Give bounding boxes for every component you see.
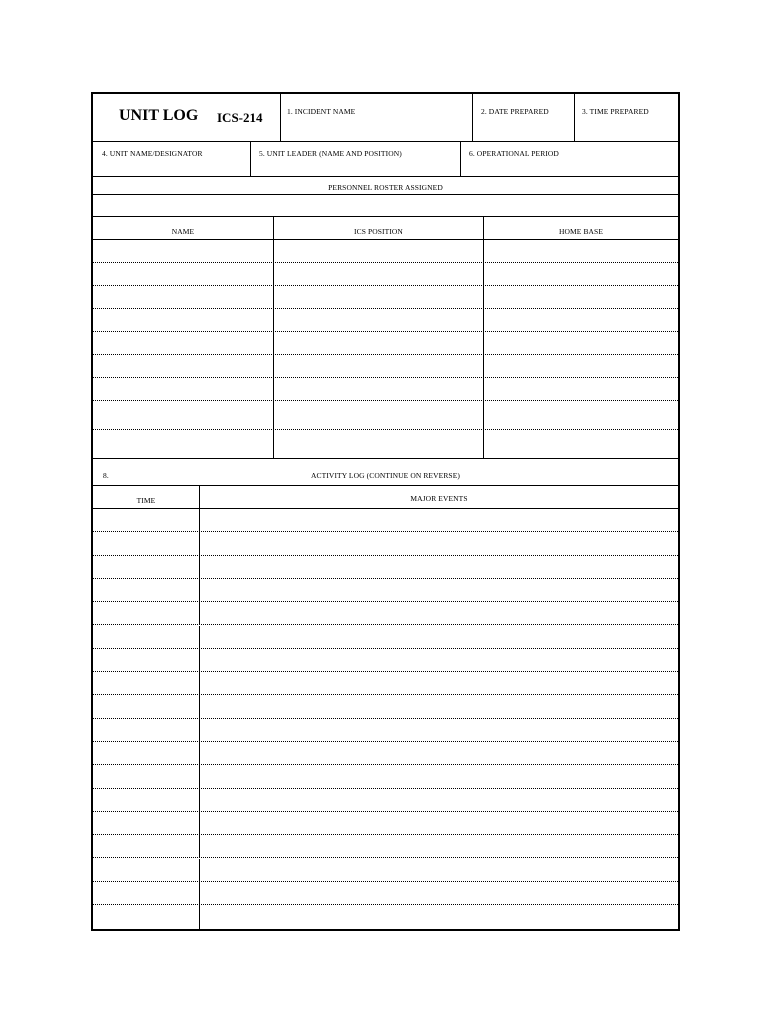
activity-row <box>93 859 678 882</box>
activity-event-input[interactable] <box>200 719 678 741</box>
roster-home-base-input[interactable] <box>484 240 678 262</box>
activity-event-cell <box>199 882 678 904</box>
roster-col-name: NAME <box>171 227 195 236</box>
activity-title-row <box>93 462 678 486</box>
roster-cell <box>483 401 678 429</box>
roster-home-base-input[interactable] <box>484 401 678 429</box>
roster-col-home-base: HOME BASE <box>558 227 604 236</box>
activity-time-input[interactable] <box>93 789 199 811</box>
roster-ics-position-input[interactable] <box>274 309 483 331</box>
time-prepared-label: 3. TIME PREPARED <box>582 107 649 116</box>
activity-event-input[interactable] <box>200 812 678 834</box>
activity-time-cell <box>93 835 199 857</box>
roster-ics-position-input[interactable] <box>274 430 483 458</box>
roster-cell <box>273 309 483 331</box>
activity-event-input[interactable] <box>200 602 678 624</box>
unit-name-input[interactable] <box>93 156 250 176</box>
roster-cell <box>93 401 273 429</box>
activity-row <box>93 835 678 858</box>
activity-time-input[interactable] <box>93 556 199 578</box>
activity-time-input[interactable] <box>93 835 199 857</box>
activity-event-cell <box>199 765 678 787</box>
activity-row <box>93 579 678 602</box>
activity-time-input[interactable] <box>93 649 199 671</box>
activity-event-cell <box>199 719 678 741</box>
activity-time-cell <box>93 812 199 834</box>
roster-name-input[interactable] <box>93 378 273 400</box>
roster-row <box>93 309 678 332</box>
time-prepared-cell <box>574 94 678 141</box>
time-prepared-input[interactable] <box>575 118 678 141</box>
roster-name-input[interactable] <box>93 355 273 377</box>
roster-name-input[interactable] <box>93 332 273 354</box>
roster-row <box>93 240 678 263</box>
roster-ics-position-input[interactable] <box>274 355 483 377</box>
operational-period-label: 6. OPERATIONAL PERIOD <box>469 149 559 158</box>
activity-time-cell <box>93 742 199 764</box>
activity-time-cell <box>93 789 199 811</box>
roster-ics-position-input[interactable] <box>274 332 483 354</box>
date-prepared-cell <box>472 94 574 141</box>
activity-row <box>93 509 678 532</box>
roster-name-input[interactable] <box>93 240 273 262</box>
activity-time-cell <box>93 905 199 931</box>
activity-event-input[interactable] <box>200 905 678 931</box>
roster-ics-position-input[interactable] <box>274 240 483 262</box>
roster-cell <box>93 309 273 331</box>
activity-section-number: 8. <box>103 471 109 480</box>
activity-row <box>93 695 678 718</box>
activity-event-input[interactable] <box>200 532 678 554</box>
roster-blank-row <box>93 195 678 217</box>
roster-cell <box>483 332 678 354</box>
incident-name-input[interactable] <box>281 118 472 141</box>
roster-cell <box>483 430 678 458</box>
activity-event-cell <box>199 556 678 578</box>
roster-cell <box>273 355 483 377</box>
ics-214-form <box>91 92 680 931</box>
activity-row <box>93 602 678 625</box>
roster-row <box>93 332 678 355</box>
roster-cell <box>483 263 678 285</box>
roster-cell <box>273 240 483 262</box>
activity-event-cell <box>199 602 678 624</box>
roster-ics-position-input[interactable] <box>274 263 483 285</box>
activity-time-input[interactable] <box>93 905 199 931</box>
activity-row <box>93 742 678 765</box>
activity-event-input[interactable] <box>200 835 678 857</box>
activity-row <box>93 672 678 695</box>
roster-cell <box>483 286 678 308</box>
roster-title-row <box>93 177 678 195</box>
activity-event-input[interactable] <box>200 672 678 694</box>
activity-time-input[interactable] <box>93 532 199 554</box>
roster-col-ics-position: ICS POSITION <box>354 227 403 236</box>
activity-event-input[interactable] <box>200 859 678 881</box>
activity-time-input[interactable] <box>93 719 199 741</box>
activity-col-major-events: MAJOR EVENTS <box>410 494 468 503</box>
roster-name-input[interactable] <box>93 430 273 458</box>
activity-time-cell <box>93 765 199 787</box>
roster-row <box>93 263 678 286</box>
form-title-cell <box>93 94 280 141</box>
activity-row <box>93 905 678 931</box>
activity-row <box>93 882 678 905</box>
activity-event-cell <box>199 835 678 857</box>
date-prepared-input[interactable] <box>473 118 574 141</box>
activity-time-input[interactable] <box>93 672 199 694</box>
activity-row <box>93 649 678 672</box>
activity-event-cell <box>199 905 678 931</box>
unit-name-cell <box>93 142 250 176</box>
activity-time-cell <box>93 649 199 671</box>
activity-header-time <box>93 486 199 508</box>
roster-name-input[interactable] <box>93 309 273 331</box>
incident-name-label: 1. INCIDENT NAME <box>287 107 356 116</box>
activity-time-input[interactable] <box>93 812 199 834</box>
roster-cell <box>483 355 678 377</box>
roster-home-base-input[interactable] <box>484 309 678 331</box>
unit-leader-label: 5. UNIT LEADER (NAME AND POSITION) <box>259 149 402 158</box>
header-row-2 <box>93 142 678 177</box>
header-row-1 <box>93 94 678 142</box>
activity-event-cell <box>199 509 678 531</box>
activity-event-cell <box>199 742 678 764</box>
activity-time-input[interactable] <box>93 579 199 601</box>
form-title: UNIT LOG <box>119 107 199 124</box>
roster-home-base-input[interactable] <box>484 332 678 354</box>
activity-row <box>93 556 678 579</box>
activity-event-input[interactable] <box>200 579 678 601</box>
roster-home-base-input[interactable] <box>484 263 678 285</box>
roster-cell <box>483 309 678 331</box>
activity-time-cell <box>93 602 199 624</box>
activity-event-cell <box>199 789 678 811</box>
roster-row <box>93 286 678 309</box>
roster-name-input[interactable] <box>93 286 273 308</box>
incident-name-cell <box>280 94 472 141</box>
activity-time-cell <box>93 532 199 554</box>
activity-event-input[interactable] <box>200 882 678 904</box>
roster-ics-position-input[interactable] <box>274 286 483 308</box>
roster-cell <box>93 378 273 400</box>
roster-ics-position-input[interactable] <box>274 401 483 429</box>
activity-time-cell <box>93 859 199 881</box>
activity-event-cell <box>199 532 678 554</box>
activity-time-cell <box>93 579 199 601</box>
activity-row <box>93 626 678 649</box>
activity-row <box>93 765 678 788</box>
roster-header-row <box>93 217 678 240</box>
activity-event-input[interactable] <box>200 789 678 811</box>
activity-time-cell <box>93 719 199 741</box>
roster-cell <box>93 286 273 308</box>
activity-time-input[interactable] <box>93 859 199 881</box>
roster-section-title: PERSONNEL ROSTER ASSIGNED <box>328 183 443 192</box>
unit-leader-cell <box>250 142 460 176</box>
activity-time-cell <box>93 882 199 904</box>
roster-cell <box>93 240 273 262</box>
activity-time-input[interactable] <box>93 882 199 904</box>
roster-row <box>93 378 678 401</box>
unit-name-label: 4. UNIT NAME/DESIGNATOR <box>102 149 203 158</box>
activity-event-input[interactable] <box>200 626 678 648</box>
roster-cell <box>273 401 483 429</box>
roster-cell <box>483 240 678 262</box>
roster-home-base-input[interactable] <box>484 286 678 308</box>
roster-cell <box>273 430 483 458</box>
roster-name-input[interactable] <box>93 263 273 285</box>
roster-home-base-input[interactable] <box>484 430 678 458</box>
activity-time-cell <box>93 509 199 531</box>
activity-time-input[interactable] <box>93 695 199 717</box>
roster-name-input[interactable] <box>93 401 273 429</box>
activity-event-cell <box>199 672 678 694</box>
roster-row <box>93 401 678 430</box>
operational-period-cell <box>460 142 678 176</box>
activity-section-title: ACTIVITY LOG (CONTINUE ON REVERSE) <box>311 471 460 480</box>
roster-header-home-base <box>483 217 678 239</box>
roster-cell <box>483 378 678 400</box>
form-code: ICS-214 <box>217 110 263 125</box>
roster-cell <box>273 263 483 285</box>
activity-time-cell <box>93 556 199 578</box>
roster-cell <box>273 286 483 308</box>
activity-time-input[interactable] <box>93 742 199 764</box>
activity-event-input[interactable] <box>200 765 678 787</box>
activity-event-input[interactable] <box>200 649 678 671</box>
roster-row <box>93 355 678 378</box>
date-prepared-label: 2. DATE PREPARED <box>481 107 549 116</box>
activity-row <box>93 812 678 835</box>
roster-cell <box>273 332 483 354</box>
roster-header-name <box>93 217 273 239</box>
roster-cell <box>93 430 273 458</box>
activity-row <box>93 789 678 812</box>
activity-row <box>93 719 678 742</box>
roster-ics-position-input[interactable] <box>274 378 483 400</box>
activity-event-input[interactable] <box>200 742 678 764</box>
activity-row <box>93 532 678 555</box>
activity-event-cell <box>199 626 678 648</box>
activity-event-cell <box>199 695 678 717</box>
activity-header-row <box>93 486 678 509</box>
activity-event-cell <box>199 812 678 834</box>
roster-cell <box>93 332 273 354</box>
activity-time-input[interactable] <box>93 602 199 624</box>
activity-time-input[interactable] <box>93 765 199 787</box>
activity-event-cell <box>199 649 678 671</box>
activity-col-time: TIME <box>136 496 156 505</box>
roster-home-base-input[interactable] <box>484 355 678 377</box>
roster-home-base-input[interactable] <box>484 378 678 400</box>
activity-event-input[interactable] <box>200 509 678 531</box>
activity-event-input[interactable] <box>200 556 678 578</box>
operational-period-input[interactable] <box>461 156 678 176</box>
activity-time-input[interactable] <box>93 509 199 531</box>
roster-header-position <box>273 217 483 239</box>
activity-event-cell <box>199 579 678 601</box>
activity-event-input[interactable] <box>200 695 678 717</box>
roster-cell <box>93 263 273 285</box>
activity-time-cell <box>93 695 199 717</box>
roster-cell <box>93 355 273 377</box>
activity-time-input[interactable] <box>93 626 199 648</box>
activity-time-cell <box>93 626 199 648</box>
roster-row <box>93 430 678 459</box>
activity-header-events <box>199 486 678 508</box>
roster-cell <box>273 378 483 400</box>
unit-leader-input[interactable] <box>251 156 460 176</box>
activity-time-cell <box>93 672 199 694</box>
activity-event-cell <box>199 859 678 881</box>
